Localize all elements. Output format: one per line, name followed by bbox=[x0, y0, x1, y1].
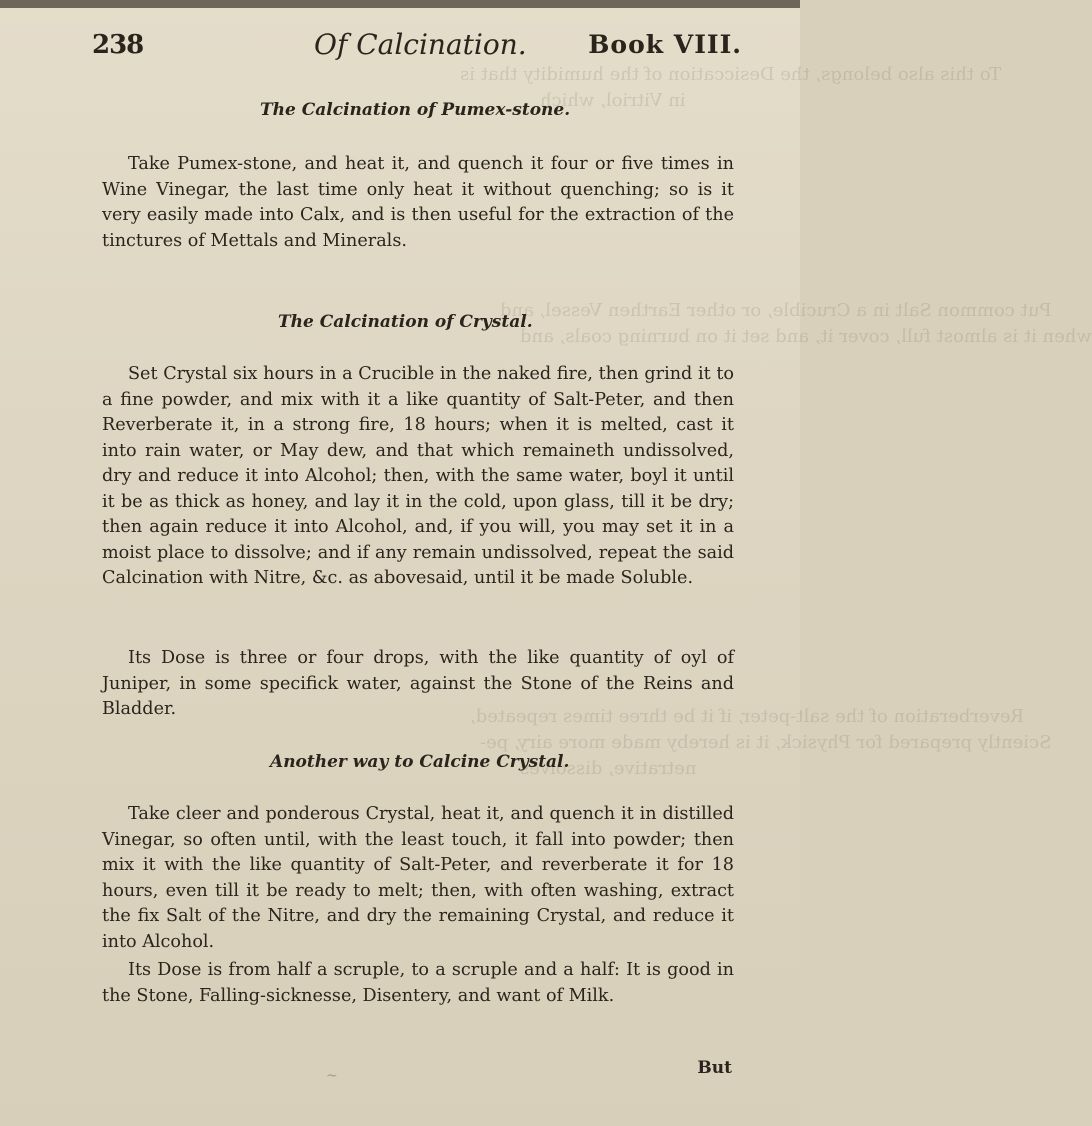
page-header bbox=[92, 28, 742, 68]
show-through-text: netrative, dissolves bbox=[520, 758, 697, 779]
show-through-text: when it is almost full, cover it, and set it on burning coals, and bbox=[520, 326, 1092, 347]
running-head: Of Calcination. bbox=[314, 28, 527, 61]
show-through-text: To this also belongs, the Desiccation of the humidity that is bbox=[460, 64, 1002, 85]
section-title-crystal: The Calcination of Crystal. bbox=[278, 312, 533, 332]
show-through-text: Sciently prepared for Physick, it is hereby made more airy, pe- bbox=[480, 732, 1052, 753]
section-title-pumex: The Calcination of Pumex-stone. bbox=[260, 100, 571, 120]
catchword: But bbox=[697, 1058, 732, 1078]
paragraph-pumex: Take Pumex-stone, and heat it, and quench it four or five times in Wine Vinegar, the last time only heat it without quenching; so is it very easily made into Calx, and is then useful for the extraction of the tinctures of Mettals and Minerals. bbox=[102, 154, 734, 251]
show-through-text: in Vitriol, which bbox=[540, 90, 686, 111]
book-label: Book VIII. bbox=[588, 30, 742, 59]
ink-mark: ~ bbox=[326, 1068, 338, 1084]
show-through-text: Reverberation of the salt-peter, if it be three times repeated, bbox=[470, 706, 1025, 727]
show-through-text: Put common Salt in a Crucible, or other Earthen Vessel, and bbox=[500, 300, 1052, 321]
section-title-another-way: Another way to Calcine Crystal. bbox=[270, 752, 570, 772]
paragraph-crystal-dose: Its Dose is three or four drops, with the like quantity of oyl of Juniper, in some specifick water, against the Stone of the Reins and Bladder. bbox=[102, 648, 734, 719]
paragraph-another-method: Take cleer and ponderous Crystal, heat it, and quench it in distilled Vinegar, so often until, with the least touch, it fall into powder; then mix it with the like quantity of Salt-Peter, and reverberate it for 18 hours, even till it be ready to melt; then, with often washing, extract the fix Salt of the Nitre, and dry the remaining Crystal, and reduce it into Alcohol. bbox=[102, 804, 734, 952]
page-top-edge bbox=[0, 0, 800, 8]
paragraph-crystal-method: Set Crystal six hours in a Crucible in the naked fire, then grind it to a fine powder, and mix with it a like quantity of Salt-Peter, and then Reverberate it, in a strong fire, 18 hours; when it is melted, cast it into rain water, or May dew, and that which remaineth undissolved, dry and reduce it into Alcohol; then, with the same water, boyl it until it be as thick as honey, and lay it in the cold, upon glass, till it be dry; then again reduce it into Alcohol, and, if you will, you may set it in a moist place to dissolve; and if any remain undissolved, repeat the said Calcination with Nitre, &c. as abovesaid, until it be made Soluble. bbox=[102, 364, 734, 588]
paragraph-another-dose: Its Dose is from half a scruple, to a scruple and a half: It is good in the Stone, Falling-sicknesse, Disentery, and want of Milk. bbox=[102, 960, 734, 1006]
page-number: 238 bbox=[92, 30, 144, 60]
